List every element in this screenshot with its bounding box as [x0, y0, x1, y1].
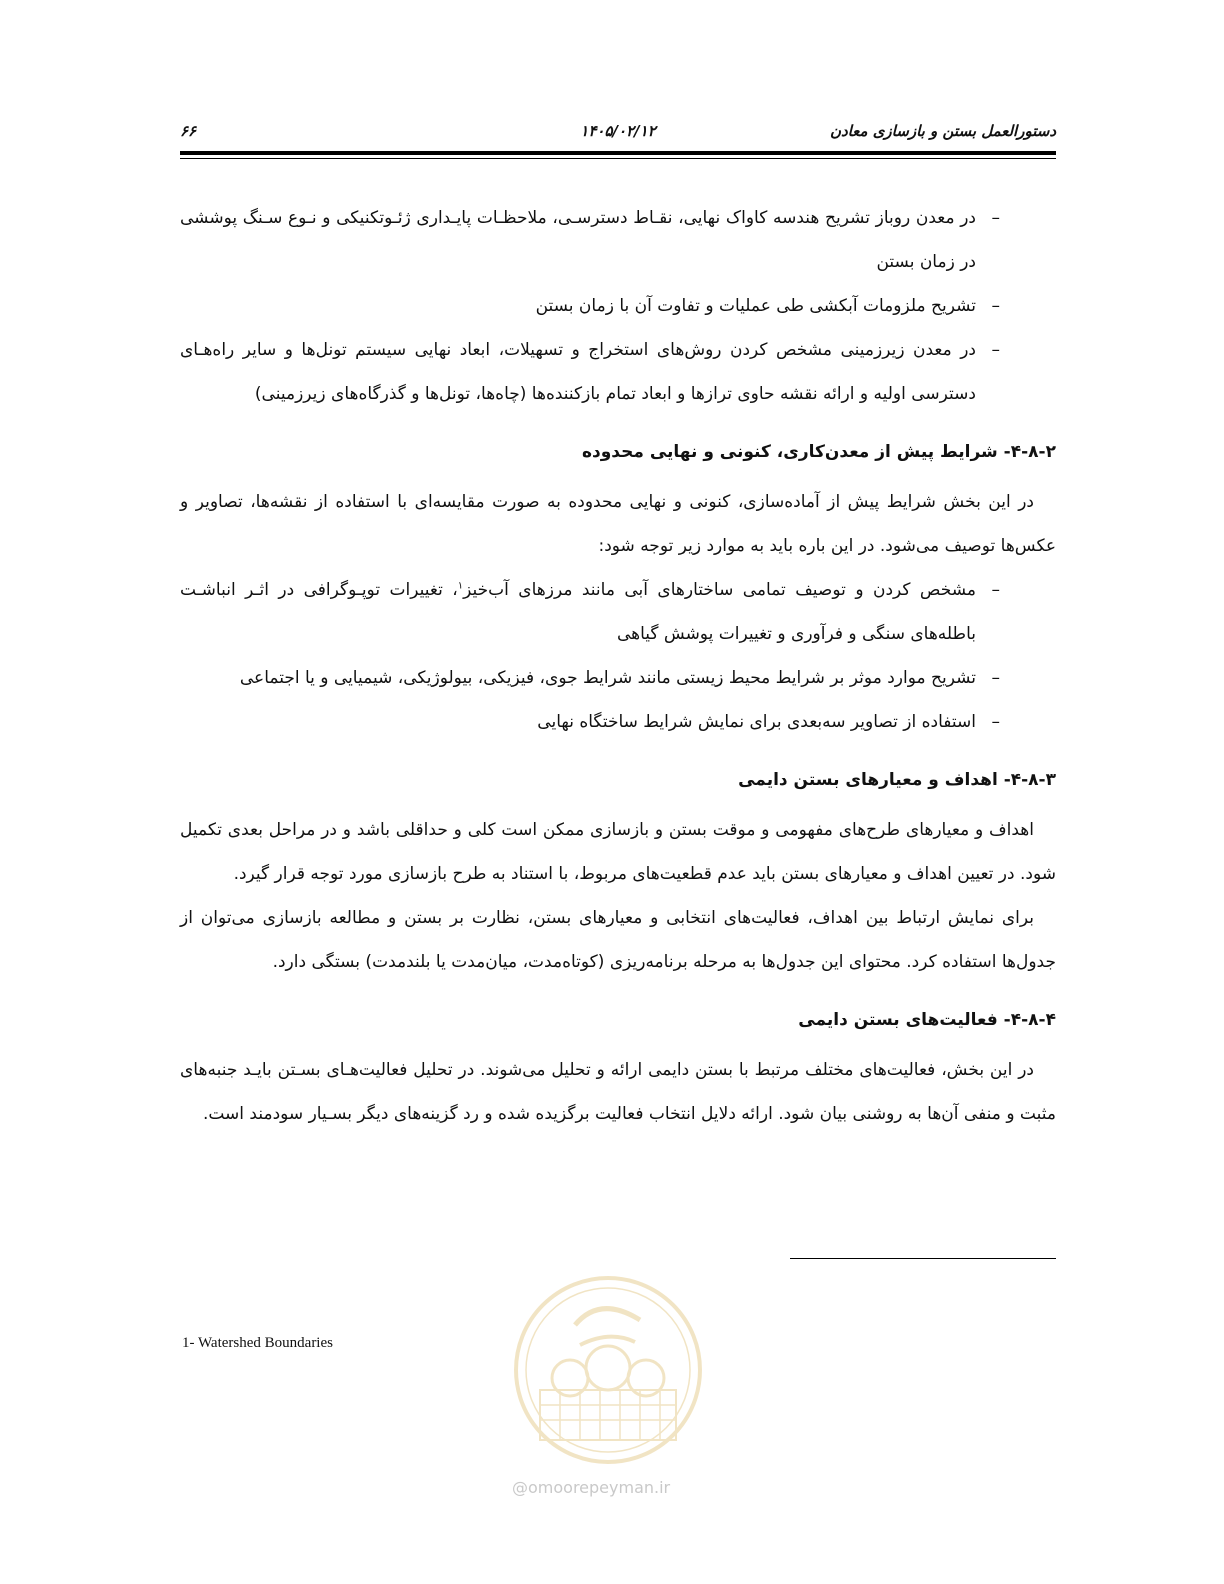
list-item-text: در معدن زیرزمینی مشخص کردن روش‌های استخراج و تسهیلات، ابعاد نهایی سیستم تونل‌ها و سایر راه‌هـای دسترسی اولیه و ارائه نقشه حاوی ترازها و ابعاد تمام بازکننده‌ها (چاه‌ها، تونل‌ها و گذرگاه‌های زیرزمینی)	[180, 340, 976, 404]
dash-marker: –	[991, 580, 1000, 600]
section-heading-4-8-2: ۴-۸-۲- شرایط پیش از معدن‌کاری، کنونی و نهایی محدوده	[581, 442, 1056, 462]
list-item-text: استفاده از تصاویر سه‌بعدی برای نمایش شرایط ساختگاه نهایی	[537, 712, 976, 732]
list-item	[180, 196, 1056, 284]
page-header	[180, 118, 1056, 146]
header-title: دستورالعمل بستن و بازسازی معادن	[829, 122, 1056, 140]
page-number: ۶۶	[180, 122, 197, 140]
list-item	[180, 328, 1056, 416]
list-item	[180, 284, 1056, 328]
section-heading-4-8-4: ۴-۸-۴- فعالیت‌های بستن دایمی	[798, 1010, 1056, 1030]
list-item	[180, 700, 1056, 744]
page-body	[180, 196, 1056, 1136]
intro-list	[180, 196, 1056, 416]
list-item-text: مشخص کردن و توصیف تمامی ساختارهای آبی مانند مرزهای آب‌خیز	[463, 580, 976, 600]
footnote-rule	[790, 1258, 1056, 1259]
dash-marker: –	[991, 712, 1000, 732]
header-rule-thin	[180, 158, 1056, 159]
header-rule-thick	[180, 151, 1056, 155]
dash-marker: –	[991, 340, 1000, 360]
list-item-text: تشریح ملزومات آبکشی طی عملیات و تفاوت آن با زمان بستن	[535, 296, 976, 316]
section-3-paragraph-1: اهداف و معیارهای طرح‌های مفهومی و موقت بستن و بازسازی ممکن است کلی و حداقلی باشد و در مراحل بعدی تکمیل شود. در تعیین اهداف و معیارهای بستن باید عدم قطعیت‌های مربوط، با استناد به طرح بازسازی مورد توجه قرار گیرد.	[180, 820, 1056, 884]
footnote-ref: ۱	[457, 580, 464, 592]
header-date: ۱۴۰۵/۰۲/۱۲	[580, 122, 656, 140]
section-3-paragraph-2: برای نمایش ارتباط بین اهداف، فعالیت‌های انتخابی و معیارهای بستن، نظارت بر بستن و مطالعه بازسازی می‌توان از جدول‌ها استفاده کرد. محتوای این جدول‌ها به مرحله برنامه‌ریزی (کوتاه‌مدت، میان‌مدت یا بلندمدت) بستگی دارد.	[180, 908, 1056, 972]
list-item-text: در معدن روباز تشریح هندسه کاواک نهایی، نقـاط دسترسـی، ملاحظـات پایـداری ژئـوتکنیکی و نـوع سـنگ پوششی در زمان بستن	[180, 208, 976, 272]
list-item	[180, 568, 1056, 656]
section-2-paragraph: در این بخش شرایط پیش از آماده‌سازی، کنونی و نهایی محدوده به صورت مقایسه‌ای با استفاده از نقشه‌ها، تصاویر و عکس‌ها توصیف می‌شود. در این باره باید به موارد زیر توجه شود:	[180, 492, 1056, 556]
list-item-text: تشریح موارد موثر بر شرایط محیط زیستی مانند شرایط جوی، فیزیکی، بیولوژیکی، شیمیایی و یا اجتماعی	[239, 668, 976, 688]
section-2-list	[180, 568, 1056, 744]
dash-marker: –	[991, 296, 1000, 316]
list-item-text: ، تغییرات توپـوگرافی در اثـر انباشـت باطله‌های سنگی و فرآوری و تغییرات پوشش گیاهی	[180, 580, 976, 644]
dash-marker: –	[991, 668, 1000, 688]
watermark-logo	[500, 1270, 716, 1470]
list-item	[180, 656, 1056, 700]
dash-marker: –	[991, 208, 1000, 228]
section-4-paragraph: در این بخش، فعالیت‌های مختلف مرتبط با بستن دایمی ارائه و تحلیل می‌شوند. در تحلیل فعالیت‌هـای بسـتن بایـد جنبه‌های مثبت و منفی آن‌ها به روشنی بیان شود. ارائه دلایل انتخاب فعالیت برگزیده شده و رد گزینه‌های دیگر بسـیار سودمند است.	[180, 1060, 1056, 1124]
footnote: 1- Watershed Boundaries	[182, 1335, 333, 1351]
section-heading-4-8-3: ۴-۸-۳- اهداف و معیارهای بستن دایمی	[738, 770, 1056, 790]
watermark-url: @omoorepeyman.ir	[512, 1478, 671, 1497]
